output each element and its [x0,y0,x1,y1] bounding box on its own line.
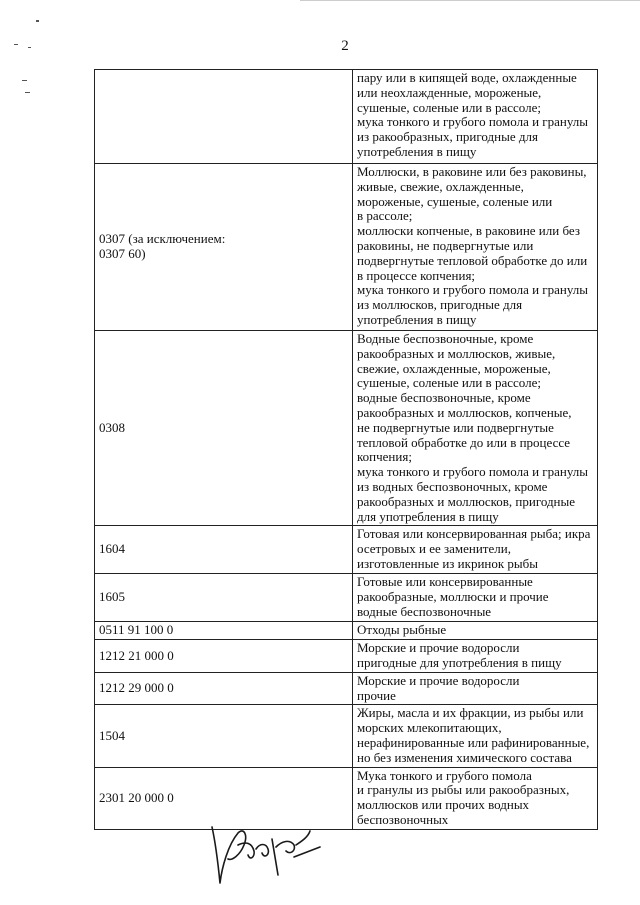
description-cell: Морские и прочие водоросли прочие [353,672,598,705]
table-row [95,767,598,829]
scan-mark [25,92,30,93]
code-cell: 2301 20 000 0 [95,767,353,829]
table-row [95,622,598,640]
description-cell: Готовая или консервированная рыба; икра осетровых и ее заменители, изготовленные из икринок рыбы [353,526,598,574]
description-cell: Готовые или консервированные ракообразные, моллюски и прочие водные беспозвоночные [353,574,598,622]
table-row [95,705,598,767]
description-cell: Водные беспозвоночные, кроме ракообразных и моллюсков, живые, свежие, охлажденные, мороженые, сушеные, соленые или в рассоле; водные беспозвоночные, кроме ракообразных и моллюсков, копченые, не подвергнутые или подвергнутые тепловой обработке до или в процессе копчения; мука тонкого и грубого помола и гранулы из водных беспозвоночных, кроме ракообразных и моллюсков, пригодные для употребления в пищу [353,331,598,526]
scan-mark [22,80,27,81]
code-cell: 1212 29 000 0 [95,672,353,705]
handwritten-signature [198,815,333,895]
code-cell: 0511 91 100 0 [95,622,353,640]
description-cell: Моллюски, в раковине или без раковины, живые, свежие, охлажденные, мороженые, сушеные, соленые или в рассоле; моллюски копченые, в раковине или без раковины, не подвергнутые или подвергнутые тепловой обработке до или в процессе копчения; мука тонкого и грубого помола и гранулы из моллюсков, пригодные для употребления в пищу [353,164,598,331]
page-number: 2 [341,38,349,54]
table-row [95,526,598,574]
table-row [95,331,598,526]
description-cell: Отходы рыбные [353,622,598,640]
table-row [95,70,598,164]
description-cell: пару или в кипящей воде, охлажденные или неохлажденные, мороженые, сушеные, соленые или в рассоле; мука тонкого и грубого помола и гранулы из ракообразных, пригодные для употребления в пищу [353,70,598,164]
table-row [95,640,598,673]
description-cell: Морские и прочие водоросли пригодные для употребления в пищу [353,640,598,673]
description-cell: Мука тонкого и грубого помола и гранулы из рыбы или ракообразных, моллюсков или прочих водных беспозвоночных [353,767,598,829]
code-cell: 1212 21 000 0 [95,640,353,673]
code-cell: 0307 (за исключением: 0307 60) [95,164,353,331]
product-code-table [94,69,598,830]
code-cell: 1504 [95,705,353,767]
code-cell [95,70,353,164]
description-cell: Жиры, масла и их фракции, из рыбы или морских млекопитающих, нерафинированные или рафинированные, но без изменения химического состава [353,705,598,767]
table-row [95,672,598,705]
code-cell: 0308 [95,331,353,526]
scan-mark [300,0,640,1]
code-cell: 1605 [95,574,353,622]
table-row [95,574,598,622]
scan-mark [36,20,39,22]
code-cell: 1604 [95,526,353,574]
table-row [95,164,598,331]
